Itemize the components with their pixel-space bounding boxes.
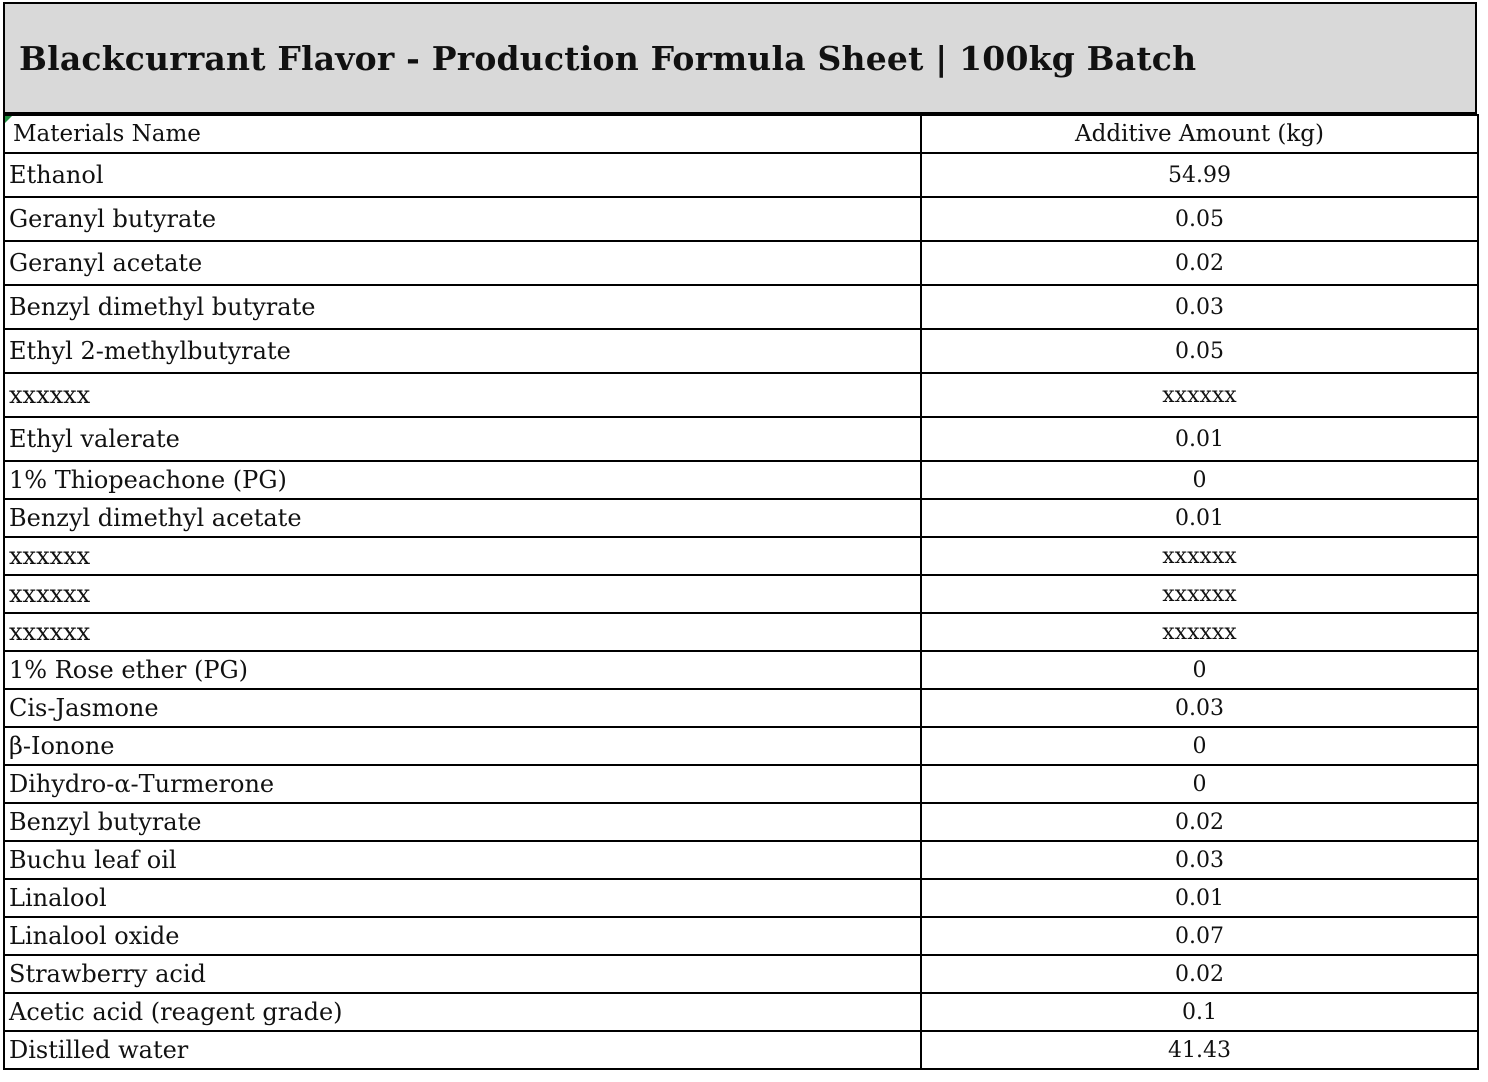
material-name-cell[interactable]: xxxxxx [4,613,921,651]
material-name-cell[interactable]: Linalool [4,879,921,917]
table-row [4,955,1478,993]
additive-amount-cell[interactable]: 0 [921,727,1478,765]
additive-amount-cell[interactable]: xxxxxx [921,537,1478,575]
table-row [4,765,1478,803]
sheet-title: Blackcurrant Flavor - Production Formula Sheet | 100kg Batch [19,38,1197,78]
material-name-cell[interactable]: Cis-Jasmone [4,689,921,727]
additive-amount-cell[interactable]: 0 [921,765,1478,803]
table-row [4,373,1478,417]
material-name-cell[interactable]: 1% Rose ether (PG) [4,651,921,689]
material-name-cell[interactable]: Strawberry acid [4,955,921,993]
material-name-cell[interactable]: xxxxxx [4,373,921,417]
additive-amount-cell[interactable]: 0.03 [921,285,1478,329]
material-name-cell[interactable]: Dihydro-α-Turmerone [4,765,921,803]
table-row [4,841,1478,879]
table-row [4,329,1478,373]
table-row [4,537,1478,575]
table-row [4,993,1478,1031]
table-row [4,575,1478,613]
table-row [4,689,1478,727]
material-name-cell[interactable]: Benzyl butyrate [4,803,921,841]
material-name-cell[interactable]: Benzyl dimethyl acetate [4,499,921,537]
table-row [4,241,1478,285]
table-row [4,651,1478,689]
table-row [4,1031,1478,1069]
material-name-cell[interactable]: Buchu leaf oil [4,841,921,879]
additive-amount-cell[interactable]: 0.02 [921,241,1478,285]
material-name-cell[interactable]: Ethyl 2-methylbutyrate [4,329,921,373]
additive-amount-cell[interactable]: xxxxxx [921,575,1478,613]
table-row [4,285,1478,329]
column-header-additive-amount[interactable]: Additive Amount (kg) [921,115,1478,153]
additive-amount-cell[interactable]: 0.03 [921,841,1478,879]
additive-amount-cell[interactable]: 0.01 [921,499,1478,537]
additive-amount-cell[interactable]: 0.1 [921,993,1478,1031]
column-header-materials-name[interactable]: Materials Name [4,115,921,153]
material-name-cell[interactable]: xxxxxx [4,575,921,613]
material-name-cell[interactable]: Geranyl butyrate [4,197,921,241]
additive-amount-cell[interactable]: xxxxxx [921,373,1478,417]
material-name-cell[interactable]: Linalool oxide [4,917,921,955]
table-row [4,461,1478,499]
additive-amount-cell[interactable]: 41.43 [921,1031,1478,1069]
additive-amount-cell[interactable]: 0.02 [921,955,1478,993]
table-row [4,153,1478,197]
additive-amount-cell[interactable]: 0.02 [921,803,1478,841]
spreadsheet [3,2,1477,1070]
material-name-cell[interactable]: Ethanol [4,153,921,197]
additive-amount-cell[interactable]: 0 [921,461,1478,499]
table-row [4,613,1478,651]
additive-amount-cell[interactable]: 0.05 [921,329,1478,373]
table-row [4,803,1478,841]
table-row [4,417,1478,461]
material-name-cell[interactable]: Geranyl acetate [4,241,921,285]
additive-amount-cell[interactable]: 0.07 [921,917,1478,955]
table-row [4,499,1478,537]
formula-table [3,114,1479,1070]
material-name-cell[interactable]: xxxxxx [4,537,921,575]
material-name-cell[interactable]: 1% Thiopeachone (PG) [4,461,921,499]
cell-comment-marker [5,116,12,123]
title-cell[interactable] [3,2,1477,114]
additive-amount-cell[interactable]: 0 [921,651,1478,689]
material-name-cell[interactable]: Ethyl valerate [4,417,921,461]
table-row [4,727,1478,765]
table-row [4,197,1478,241]
additive-amount-cell[interactable]: xxxxxx [921,613,1478,651]
additive-amount-cell[interactable]: 0.01 [921,879,1478,917]
material-name-cell[interactable]: Distilled water [4,1031,921,1069]
table-row [4,879,1478,917]
additive-amount-cell[interactable]: 54.99 [921,153,1478,197]
additive-amount-cell[interactable]: 0.03 [921,689,1478,727]
material-name-cell[interactable]: Benzyl dimethyl butyrate [4,285,921,329]
table-row [4,917,1478,955]
header-row [4,115,1478,153]
additive-amount-cell[interactable]: 0.01 [921,417,1478,461]
additive-amount-cell[interactable]: 0.05 [921,197,1478,241]
material-name-cell[interactable]: β-Ionone [4,727,921,765]
material-name-cell[interactable]: Acetic acid (reagent grade) [4,993,921,1031]
